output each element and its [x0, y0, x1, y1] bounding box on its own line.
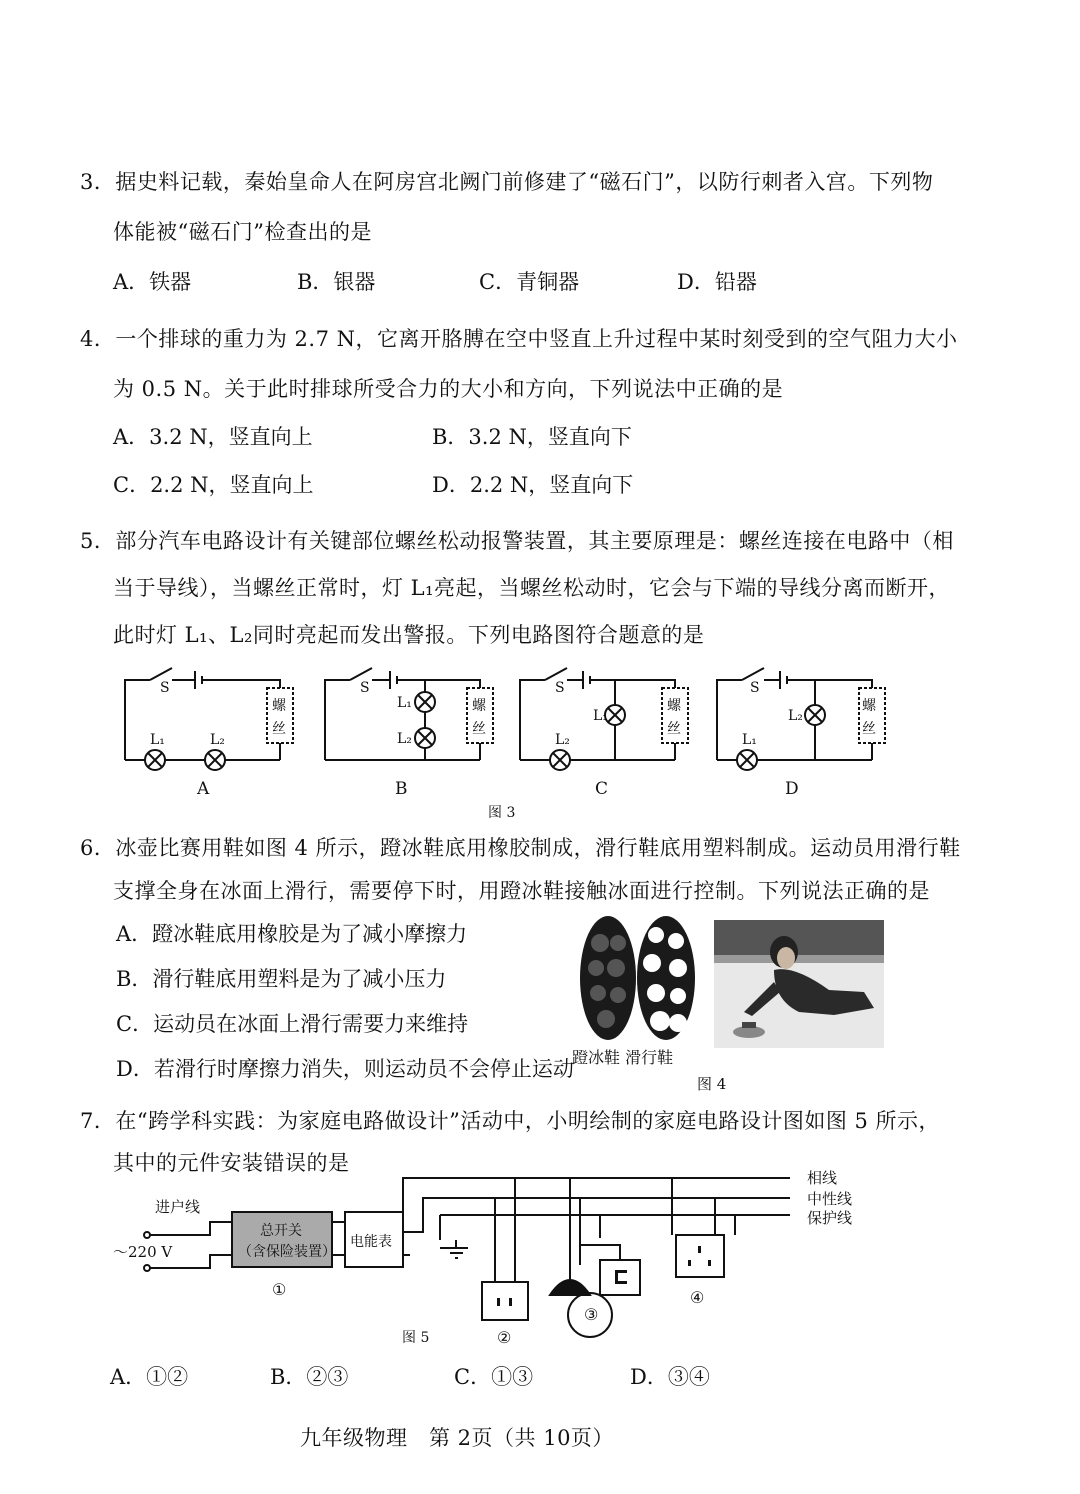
q4-option-d: D．2.2 N，竖直向下 [432, 473, 634, 497]
neutral-wire-label: 中性线 [807, 1190, 853, 1208]
screw-label-c-bottom: 丝 [667, 721, 681, 737]
figure-4-caption: 图 4 [697, 1075, 727, 1093]
lamp-label-c1: L₁ [593, 708, 608, 724]
meter-label: 电能表 [350, 1234, 392, 1250]
figure-5-household-circuit [110, 1160, 910, 1360]
main-switch-label-1: 总开关 [260, 1223, 302, 1239]
q3-option-a: A．铁器 [113, 270, 192, 294]
circuit-a [125, 668, 293, 770]
q7-option-c: C．①③ [454, 1365, 534, 1389]
q7-option-b: B．②③ [270, 1365, 349, 1389]
shoe-labels: 蹬冰鞋 滑行鞋 [572, 1048, 674, 1067]
q7-stem-line1: 7．在“跨学科实践：为家庭电路做设计”活动中，小明绘制的家庭电路设计图如图 5 所示， [80, 1109, 941, 1133]
q4-option-a: A．3.2 N，竖直向上 [113, 425, 313, 449]
switch-label-b: S [360, 680, 370, 696]
lamp-label-b1: L₁ [397, 695, 412, 711]
lamp-label-a1: L₁ [150, 732, 165, 748]
lamp-label-d2: L₂ [788, 708, 803, 724]
voltage-label: ～220 V [113, 1243, 173, 1261]
q6-option-b: B．滑行鞋底用塑料是为了减小压力 [116, 967, 447, 991]
q7-stem-line2: 其中的元件安装错误的是 [113, 1151, 350, 1175]
switch-label-c: S [555, 680, 565, 696]
q4-option-b: B．3.2 N，竖直向下 [432, 425, 632, 449]
mark-4: ④ [690, 1288, 705, 1307]
screw-label-b-top: 螺 [472, 698, 486, 714]
q4-stem-line1: 4．一个排球的重力为 2.7 N，它离开胳膊在空中竖直上升过程中某时刻受到的空气阻力大小 [80, 327, 958, 351]
circuit-label-a: A [197, 779, 210, 799]
q6-option-c: C．运动员在冰面上滑行需要力来维持 [116, 1012, 469, 1036]
screw-label-d-bottom: 丝 [862, 721, 876, 737]
circuit-label-c: C [595, 779, 609, 799]
mark-3: ③ [584, 1305, 599, 1324]
curling-athlete-image [714, 920, 884, 1048]
live-wire-label: 相线 [807, 1169, 838, 1187]
q3-option-c: C．青铜器 [479, 270, 580, 294]
switch-label-d: S [750, 680, 760, 696]
ground-wire-label: 保护线 [807, 1209, 853, 1227]
lamp-label-c2: L₂ [555, 732, 570, 748]
q5-stem-line1: 5．部分汽车电路设计有关键部位螺丝松动报警装置，其主要原理是：螺丝连接在电路中（相 [80, 529, 954, 553]
screw-label-b-bottom: 丝 [472, 721, 486, 737]
q3-stem-line2: 体能被“磁石门”检查出的是 [113, 220, 372, 244]
circuit-label-b: B [395, 779, 408, 799]
circuit-label-d: D [785, 779, 799, 799]
figure-3-circuits [110, 665, 910, 825]
mark-1: ① [272, 1280, 287, 1299]
lamp-label-d1: L₁ [742, 732, 757, 748]
q5-stem-line2: 当于导线），当螺丝正常时，灯 L₁亮起，当螺丝松动时，它会与下端的导线分离而断开， [113, 576, 951, 600]
figure-3-caption: 图 3 [488, 805, 516, 821]
q6-stem-line1: 6．冰壶比赛用鞋如图 4 所示，蹬冰鞋底用橡胶制成，滑行鞋底用塑料制成。运动员用滑行鞋 [80, 836, 961, 860]
curling-shoe-soles-image [578, 913, 698, 1043]
q4-stem-line2: 为 0.5 N。关于此时排球所受合力的大小和方向，下列说法中正确的是 [113, 377, 784, 401]
q4-option-c: C．2.2 N，竖直向上 [113, 473, 314, 497]
screw-label-a-top: 螺 [272, 698, 286, 714]
figure-5-caption: 图 5 [402, 1330, 430, 1346]
switch-label-a: S [160, 680, 170, 696]
page-footer: 九年级物理 第 2页（共 10页） [300, 1426, 614, 1450]
q6-option-a: A．蹬冰鞋底用橡胶是为了减小摩擦力 [116, 922, 468, 946]
lamp-label-a2: L₂ [210, 732, 225, 748]
q3-stem-line1: 3．据史料记载，秦始皇命人在阿房宫北阙门前修建了“磁石门”，以防行刺者入宫。下列物 [80, 170, 934, 194]
q3-option-d: D．铅器 [677, 270, 757, 294]
q7-option-a: A．①② [110, 1365, 189, 1389]
q3-option-b: B．银器 [297, 270, 376, 294]
screw-label-c-top: 螺 [667, 698, 681, 714]
incoming-line-label: 进户线 [155, 1198, 201, 1216]
main-switch-label-2: （含保险装置） [238, 1244, 336, 1260]
q6-option-d: D．若滑行时摩擦力消失，则运动员不会停止运动 [116, 1057, 574, 1081]
q7-option-d: D．③④ [630, 1365, 710, 1389]
lamp-label-b2: L₂ [397, 731, 412, 747]
screw-label-a-bottom: 丝 [272, 721, 286, 737]
q6-stem-line2: 支撑全身在冰面上滑行，需要停下时，用蹬冰鞋接触冰面进行控制。下列说法正确的是 [113, 879, 930, 903]
q5-stem-line3: 此时灯 L₁、L₂同时亮起而发出警报。下列电路图符合题意的是 [113, 623, 705, 647]
screw-label-d-top: 螺 [862, 698, 876, 714]
mark-2: ② [497, 1328, 512, 1347]
